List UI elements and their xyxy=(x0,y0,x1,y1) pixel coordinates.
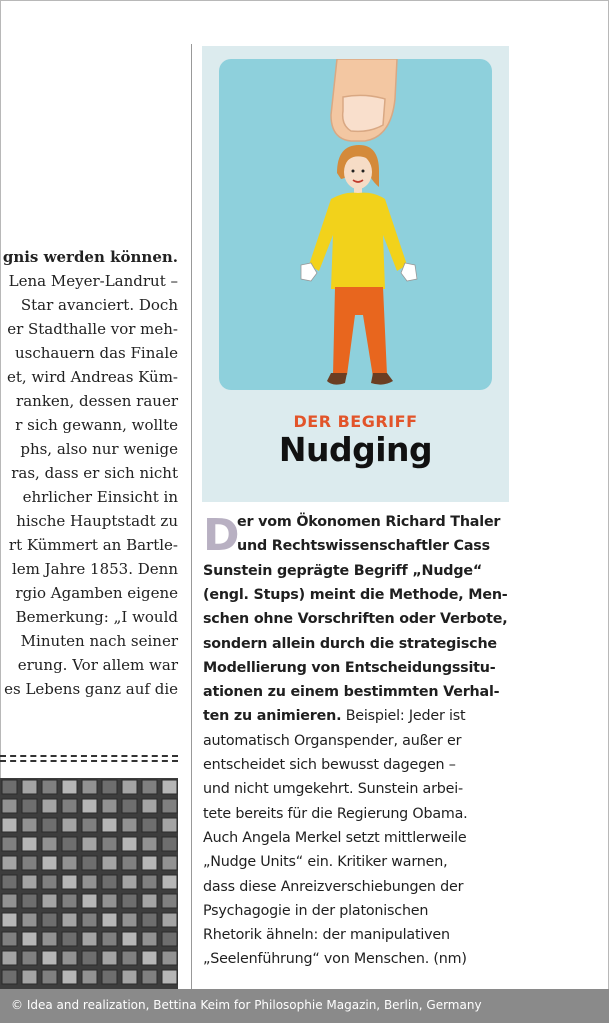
credit-footer xyxy=(0,989,609,1023)
article-line-rest: Beispiel: Jeder ist xyxy=(341,708,466,725)
article-line xyxy=(203,708,465,724)
article-line-text: er vom Ökonomen Richard Thaler xyxy=(237,514,501,530)
article-line xyxy=(203,927,450,943)
article-line-text: ationen zu einem bestimmten Verhal- xyxy=(203,684,500,701)
left-column-line: rt Kümmert an Bartle- xyxy=(8,536,178,554)
left-column-line: Bemerkung: „I would xyxy=(15,608,178,626)
left-column-line: gnis werden können. xyxy=(2,248,178,266)
article-line xyxy=(203,854,447,870)
left-column-line: es Lebens ganz auf die xyxy=(4,680,178,698)
article-line-text: Sunstein geprägte Begriff „Nudge“ xyxy=(203,562,483,579)
article-line xyxy=(237,514,500,530)
dashed-rule-top xyxy=(0,755,178,757)
article-line xyxy=(203,563,482,579)
left-column-line: phs, also nur wenige xyxy=(20,440,178,458)
article-line xyxy=(203,830,466,846)
article-line-text: sondern allein durch die strategische xyxy=(203,635,497,652)
article-line-text: Rhetorik ähneln: der manipulativen xyxy=(203,927,450,944)
article-line xyxy=(203,733,461,749)
article-line-text: Modellierung von Entscheidungssitu- xyxy=(203,659,496,676)
left-column-line: Star avanciert. Doch xyxy=(20,296,178,314)
left-column-line: Minuten nach seiner xyxy=(20,632,178,650)
left-column-line: er Stadthalle vor meh- xyxy=(7,320,178,338)
column-divider xyxy=(191,44,192,989)
article-line-text: ten zu animieren. xyxy=(203,708,342,725)
left-column-line: ranken, dessen rauer xyxy=(16,392,178,410)
left-column-line: lem Jahre 1853. Denn xyxy=(11,560,178,578)
copyright-credit: © Idea and realization, Bettina Keim for Philosophie Magazin, Berlin, Germany xyxy=(11,998,482,1012)
article-line-text: (engl. Stups) meint die Methode, Men- xyxy=(203,586,508,603)
article-line xyxy=(203,587,508,603)
article-line xyxy=(203,684,499,700)
left-article-column xyxy=(0,248,182,708)
left-column-line: uschauern das Finale xyxy=(15,344,178,362)
article-line xyxy=(203,757,456,773)
term-info-box xyxy=(202,46,509,502)
article-line-text: Psychagogie in der platonischen xyxy=(203,902,429,919)
term-label: DER BEGRIFF xyxy=(293,412,418,431)
left-column-line: ras, dass er sich nicht xyxy=(11,464,178,482)
left-column-line: erung. Vor allem war xyxy=(17,656,178,674)
building-facade-image xyxy=(0,778,178,989)
article-line-text: tete bereits für die Regierung Obama. xyxy=(203,805,468,822)
article-line-text: und Rechtswissenschaftler Cass xyxy=(237,538,490,555)
article-line xyxy=(203,611,507,627)
left-column-line: ehrlicher Einsicht in xyxy=(22,488,178,506)
drop-cap: D xyxy=(203,510,240,561)
article-line-text: schen ohne Vorschriften oder Verbote, xyxy=(203,611,508,628)
article-line-text: „Seelenführung“ von Menschen. (nm) xyxy=(203,951,467,968)
article-line-text: und nicht umgekehrt. Sunstein arbei- xyxy=(203,781,463,798)
article-line-text: automatisch Organspender, außer er xyxy=(203,732,462,749)
left-column-line: Lena Meyer-Landrut – xyxy=(8,272,178,290)
article-line xyxy=(203,781,463,797)
term-title: Nudging xyxy=(278,430,433,469)
left-column-line: hische Hauptstadt zu xyxy=(16,512,178,530)
left-column-line: rgio Agamben eigene xyxy=(15,584,178,602)
left-column-line: r sich gewann, wollte xyxy=(15,416,178,434)
article-line xyxy=(203,951,467,967)
dashed-rule-bottom xyxy=(0,760,178,762)
article-line-text: „Nudge Units“ ein. Kritiker warnen, xyxy=(203,854,448,871)
article-line-text: entscheidet sich bewusst dagegen – xyxy=(203,757,456,773)
building-photo xyxy=(0,778,178,989)
article-line xyxy=(203,903,428,919)
article-line xyxy=(203,879,463,895)
article-line xyxy=(203,636,497,652)
left-column-line: et, wird Andreas Küm- xyxy=(7,368,178,386)
article-line-text: dass diese Anreizverschiebungen der xyxy=(203,878,464,895)
article-line xyxy=(203,660,496,676)
nudge-illustration xyxy=(219,59,492,390)
article-line-text: Auch Angela Merkel setzt mittlerweile xyxy=(203,829,467,846)
article-line xyxy=(237,538,490,554)
article-line xyxy=(203,806,468,822)
